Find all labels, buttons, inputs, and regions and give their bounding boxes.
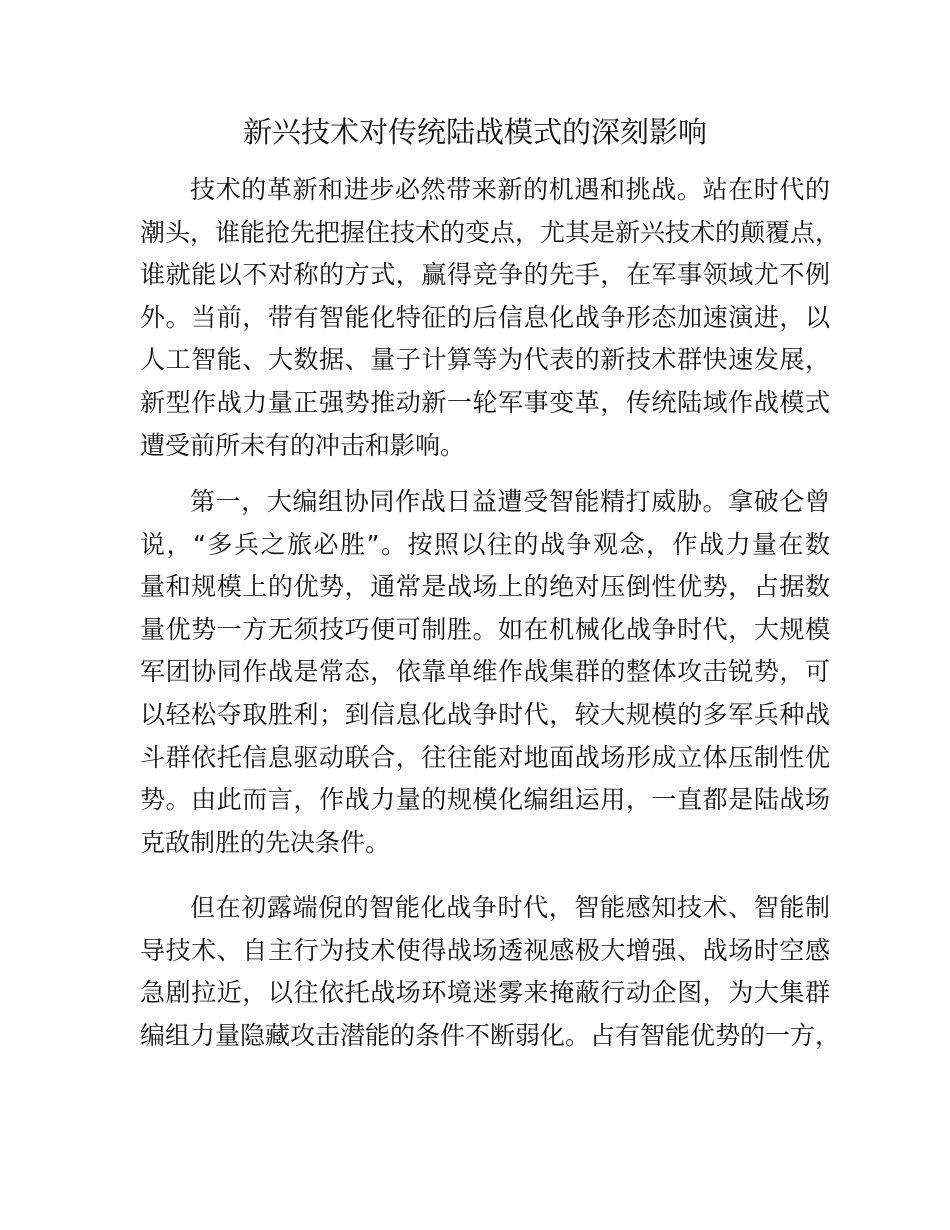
text-line: 势。由此而言，作战力量的规模化编组运用，一直都是陆战场 [140, 785, 830, 815]
text-line: 军团协同作战是常态，依靠单维作战集群的整体攻击锐势，可 [140, 657, 830, 687]
text-line: 技术的革新和进步必然带来新的机遇和挑战。站在时代的 [190, 175, 830, 204]
text-line: 说，“多兵之旅必胜”。按照以往的战争观念，作战力量在数 [140, 529, 830, 559]
text-line: 量优势一方无须技巧便可制胜。如在机械化战争时代，大规模 [140, 614, 830, 644]
text-line: 克敌制胜的先决条件。 [140, 827, 391, 857]
text-line: 导技术、自主行为技术使得战场透视感极大增强、战场时空感 [140, 935, 830, 965]
text-line: 人工智能、大数据、量子计算等为代表的新技术群快速发展， [140, 345, 830, 375]
text-line: 新型作战力量正强势推动新一轮军事变革，传统陆域作战模式 [140, 388, 830, 417]
text-line: 外。当前，带有智能化特征的后信息化战争形态加速演进，以 [140, 302, 830, 332]
text-line: 编组力量隐藏攻击潜能的条件不断弱化。占有智能优势的一方， [140, 1020, 841, 1050]
text-line: 潮头，谁能抢先把握住技术的变点，尤其是新兴技术的颠覆点， [140, 217, 841, 247]
text-line: 谁就能以不对称的方式，赢得竞争的先手，在军事领域尤不例 [140, 260, 830, 290]
text-line: 以轻松夺取胜利；到信息化战争时代，较大规模的多军兵种战 [140, 700, 830, 729]
text-line: 遭受前所未有的冲击和影响。 [140, 430, 466, 460]
text-line: 第一，大编组协同作战日益遭受智能精打威胁。拿破仑曾 [190, 487, 830, 516]
text-line: 急剧拉近，以往依托战场环境迷雾来掩蔽行动企图，为大集群 [140, 978, 830, 1008]
document-title: 新兴技术对传统陆战模式的深刻影响 [242, 115, 707, 149]
text-line: 斗群依托信息驱动联合，往往能对地面战场形成立体压制性优 [140, 742, 830, 772]
text-line: 但在初露端倪的智能化战争时代，智能感知技术、智能制 [190, 893, 830, 922]
text-line: 量和规模上的优势，通常是战场上的绝对压倒性优势，占据数 [140, 572, 830, 602]
